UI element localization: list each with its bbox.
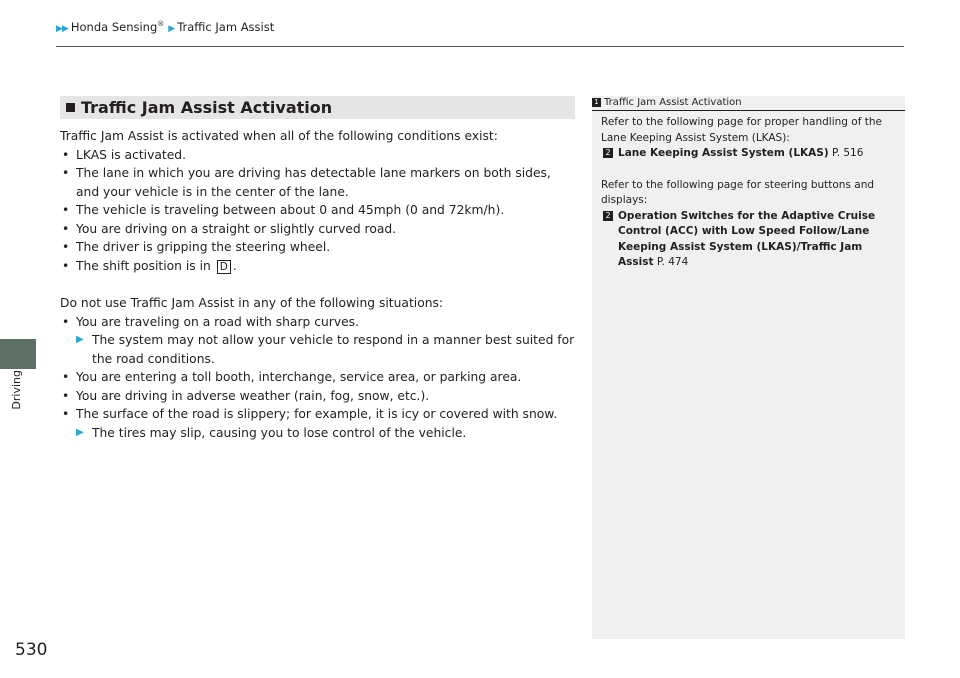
reference-page: P. 516 [832,147,864,159]
gear-d-icon: D [217,260,231,274]
side-note [592,96,905,639]
arrow-icon: ▶ [76,334,84,345]
situation-subitem: ▶ The system may not allow your vehicle to respond in a manner best suited for the road conditions. [76,333,575,366]
situation-subitem: ▶ The tires may slip, causing you to lose control of the vehicle. [60,424,575,443]
note-title: Traffic Jam Assist Activation [604,97,742,108]
reference-page: P. 474 [656,256,689,268]
header-rule [56,46,904,47]
reference-arrow-icon: 2 [603,211,613,221]
reference-arrow-icon: 2 [603,148,613,158]
section-title: Traffic Jam Assist Activation [81,98,333,117]
reference-title[interactable]: Operation Switches for the Adaptive Cruise Control (ACC) with Low Speed Follow/Lane Keeping Assist System (LKAS)/Traffic Jam Assist [618,209,876,268]
condition-item: • The vehicle is traveling between about 0 and 45mph (0 and 72km/h). [60,201,575,220]
breadcrumb-arrow-icon: ▶ [168,24,175,34]
condition-item-shift [60,257,575,276]
shift-prefix: The shift position is in [76,258,211,273]
page-number: 530 [15,640,48,660]
intro-text: Traffic Jam Assist is activated when all of the following conditions exist: [60,129,498,143]
situation-item: • The surface of the road is slippery; for example, it is icy or covered with snow. [60,405,575,424]
situation-item: • You are entering a toll booth, interchange, service area, or parking area. [60,368,575,387]
situation-item: • You are driving in adverse weather (rain, fog, snow, etc.). [60,387,575,406]
note-paragraph: Refer to the following page for steering buttons and displays: [601,178,875,206]
arrow-icon: ▶ [76,426,84,438]
shift-suffix: . [232,258,237,273]
square-bullet-icon [66,103,75,112]
note-paragraph: Refer to the following page for proper handling of the Lane Keeping Assist System (LKAS): [601,116,882,144]
warning-intro: Do not use Traffic Jam Assist in any of the following situations: [60,296,444,310]
section-header [60,96,575,119]
breadcrumb-honda-sensing[interactable]: Honda Sensing [70,20,158,34]
situation-item: • You are traveling on a road with sharp curves. [60,313,575,332]
note-header [592,96,905,111]
note-body [592,111,905,271]
chapter-tab[interactable] [0,339,36,369]
breadcrumb [56,20,274,34]
note-marker-icon: 1 [592,98,601,107]
reference-link[interactable] [601,209,895,271]
breadcrumb-arrow-icon: ▶▶ [56,24,68,34]
condition-item: • LKAS is activated. [60,146,575,165]
chapter-label: Driving [10,370,23,410]
main-content [60,96,575,442]
breadcrumb-traffic-jam-assist[interactable]: Traffic Jam Assist [177,20,275,34]
reference-link[interactable] [601,146,895,162]
condition-item: • The driver is gripping the steering wheel. [60,238,575,257]
registered-mark: ® [157,20,165,29]
condition-item: • You are driving on a straight or slightly curved road. [60,220,575,239]
condition-item: • The lane in which you are driving has detectable lane markers on both sides, and your vehicle is in the center of the lane. [60,164,575,201]
reference-title[interactable]: Lane Keeping Assist System (LKAS) [618,147,829,159]
